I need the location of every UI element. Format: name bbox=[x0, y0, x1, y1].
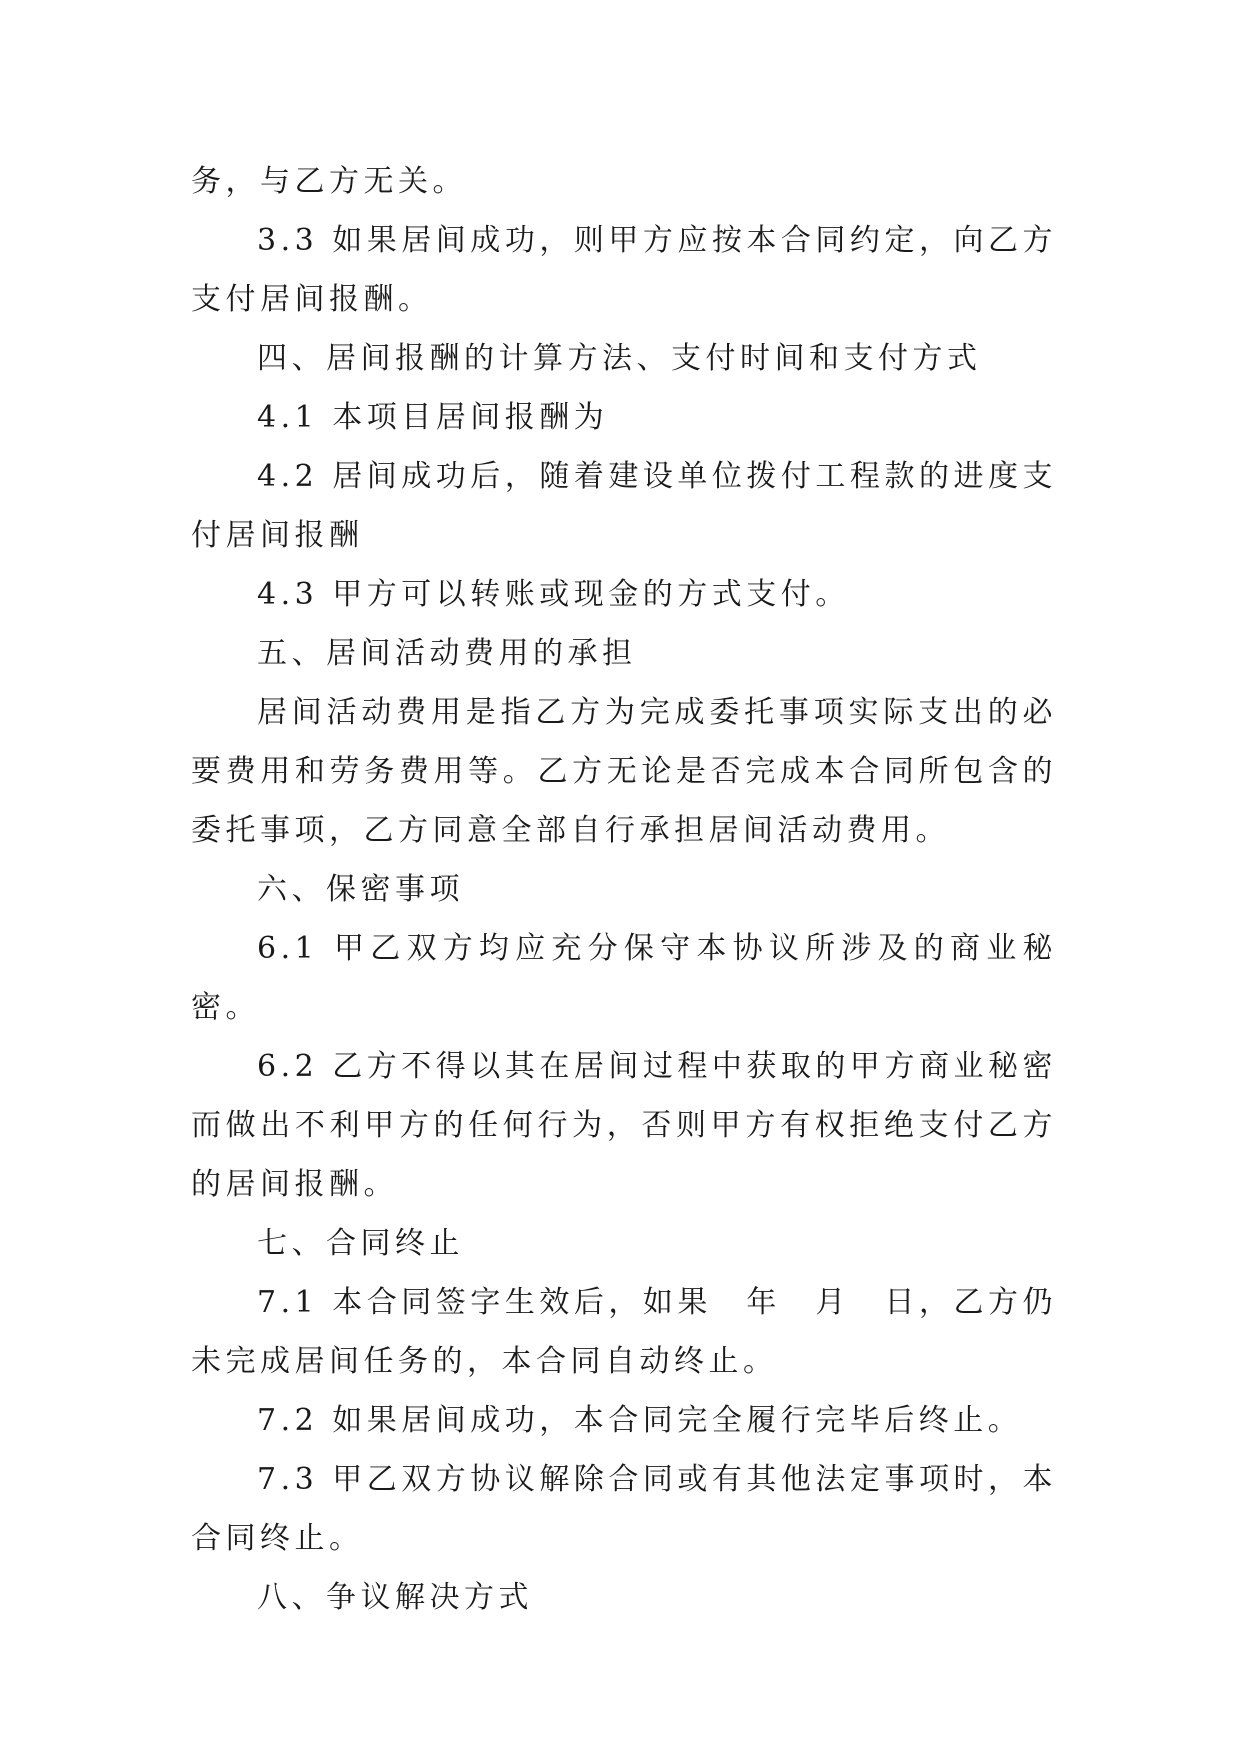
section-heading-4: 四、居间报酬的计算方法、支付时间和支付方式 bbox=[257, 341, 982, 376]
section-heading-7: 七、合同终止 bbox=[257, 1226, 464, 1261]
paragraph-continuation: 务，与乙方无关。 bbox=[191, 164, 467, 199]
clause-6-1: 6.1 甲乙双方均应充分保守本协议所涉及的商业秘密。 bbox=[191, 931, 1057, 1025]
clause-7-2: 7.2 如果居间成功，本合同完全履行完毕后终止。 bbox=[257, 1403, 1023, 1438]
section-5-body: 居间活动费用是指乙方为完成委托事项实际支出的必要费用和劳务费用等。乙方无论是否完成本合同所包含的委托事项，乙方同意全部自行承担居间活动费用。 bbox=[191, 695, 1057, 848]
clause-4-3: 4.3 甲方可以转账或现金的方式支付。 bbox=[257, 577, 850, 612]
clause-7-3: 7.3 甲乙双方协议解除合同或有其他法定事项时，本合同终止。 bbox=[191, 1462, 1057, 1556]
document-body bbox=[191, 152, 1057, 1627]
section-heading-5: 五、居间活动费用的承担 bbox=[257, 636, 637, 671]
clause-7-1: 7.1 本合同签字生效后，如果 年 月 日，乙方仍未完成居间任务的，本合同自动终止。 bbox=[191, 1285, 1057, 1379]
clause-4-2: 4.2 居间成功后，随着建设单位拨付工程款的进度支付居间报酬 bbox=[191, 459, 1057, 553]
clause-6-2: 6.2 乙方不得以其在居间过程中获取的甲方商业秘密而做出不利甲方的任何行为，否则甲方有权拒绝支付乙方的居间报酬。 bbox=[191, 1049, 1057, 1202]
clause-4-1: 4.1 本项目居间报酬为 bbox=[257, 400, 609, 435]
clause-3-3: 3.3 如果居间成功，则甲方应按本合同约定，向乙方支付居间报酬。 bbox=[191, 223, 1057, 317]
section-heading-8: 八、争议解决方式 bbox=[257, 1580, 533, 1615]
section-heading-6: 六、保密事项 bbox=[257, 872, 464, 907]
